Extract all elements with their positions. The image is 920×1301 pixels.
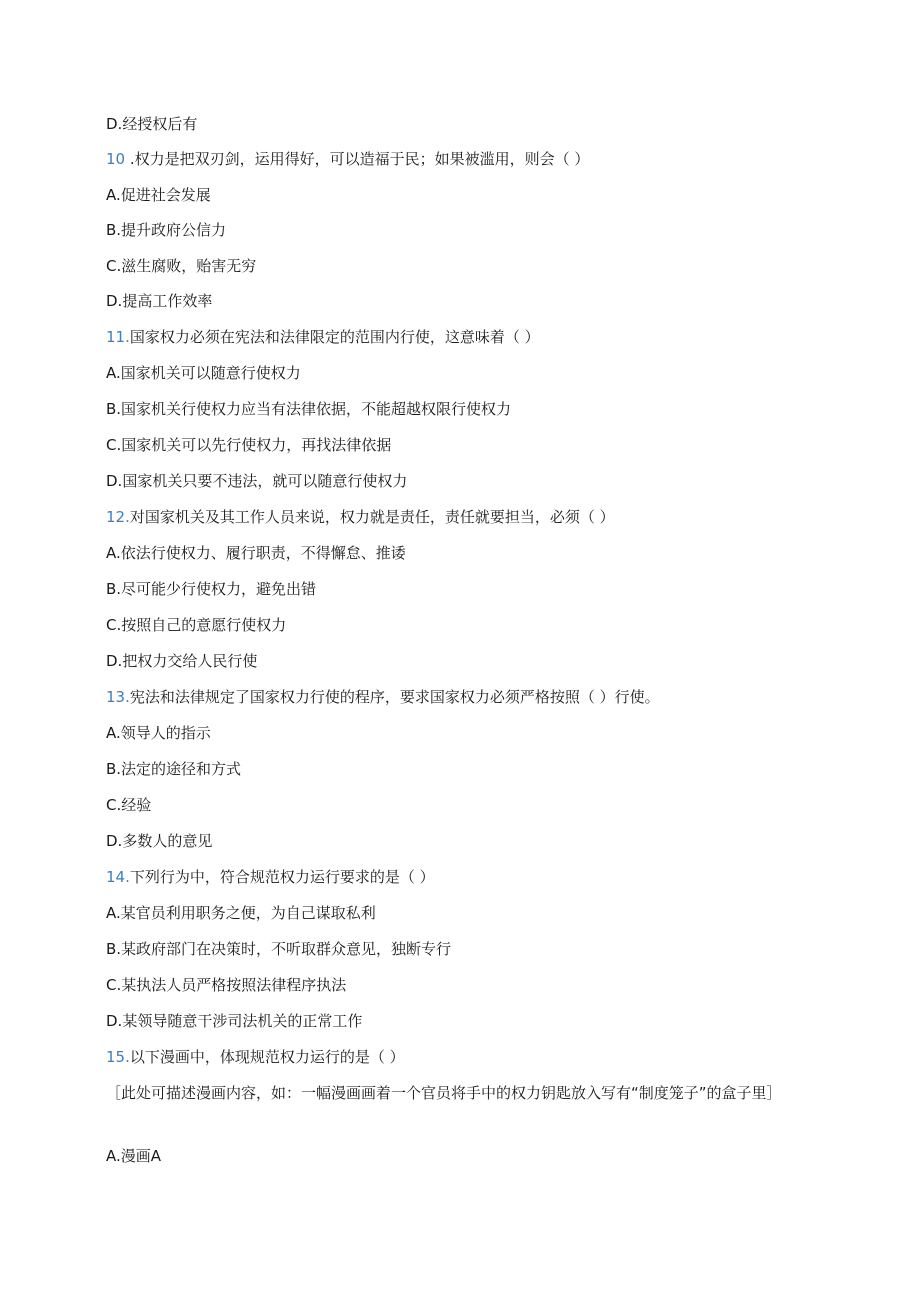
option-line: B.某政府部门在决策时，不听取群众意见，独断专行 [106,940,452,958]
option-line: C.国家机关可以先行使权力，再找法律依据 [106,436,392,454]
question-number: 11. [106,328,130,346]
question-stem: 国家权力必须在宪法和法律限定的范围内行使，这意味着（ ） [129,328,540,346]
option-line: A.漫画A [106,1147,162,1165]
option-line: A.促进社会发展 [106,186,211,204]
option-line: B.国家机关行使权力应当有法律依据，不能超越权限行使权力 [106,400,512,418]
option-line: D.某领导随意干涉司法机关的正常工作 [106,1012,363,1030]
question-12 [106,507,806,527]
question-14 [106,867,806,887]
question-stem: 对国家机关及其工作人员来说，权力就是责任，责任就要担当，必须（ ） [129,508,615,526]
question-13 [106,687,806,707]
option-line: C.某执法人员严格按照法律程序执法 [106,976,347,994]
question-11 [106,327,806,347]
cartoon-description: ［此处可描述漫画内容，如：一幅漫画画着一个官员将手中的权力钥匙放入写有“制度笼子”的盒子里］ [106,1084,782,1102]
question-number: 13. [106,688,130,706]
option-line: B.法定的途径和方式 [106,760,242,778]
option-line: A.领导人的指示 [106,724,211,742]
question-10 [106,149,806,169]
question-stem: 下列行为中，符合规范权力运行要求的是（ ） [129,868,435,886]
option-line: C.按照自己的意愿行使权力 [106,616,287,634]
option-line: C.经验 [106,796,152,814]
option-line: A.国家机关可以随意行使权力 [106,364,301,382]
option-line: B.提升政府公信力 [106,221,227,239]
option-line: C.滋生腐败，贻害无穷 [106,257,257,275]
option-line: D.多数人的意见 [106,832,213,850]
option-line: D.提高工作效率 [106,292,213,310]
option-line: D.把权力交给人民行使 [106,652,258,670]
option-line: D.经授权后有 [106,115,198,133]
option-line: B.尽可能少行使权力，避免出错 [106,580,317,598]
option-line: D.国家机关只要不违法，就可以随意行使权力 [106,472,408,490]
question-stem: .权力是把双刃剑，运用得好，可以造福于民；如果被滥用，则会（ ） [125,150,590,168]
option-line: A.依法行使权力、履行职责，不得懈怠、推诿 [106,544,406,562]
option-line: A.某官员利用职务之便，为自己谋取私利 [106,904,376,922]
question-stem: 以下漫画中，体现规范权力运行的是（ ） [129,1048,405,1066]
question-number: 12. [106,508,130,526]
question-15 [106,1047,806,1067]
question-number: 10 [106,150,126,168]
question-stem: 宪法和法律规定了国家权力行使的程序，要求国家权力必须严格按照（ ）行使。 [129,688,660,706]
question-number: 15. [106,1048,130,1066]
question-number: 14. [106,868,130,886]
